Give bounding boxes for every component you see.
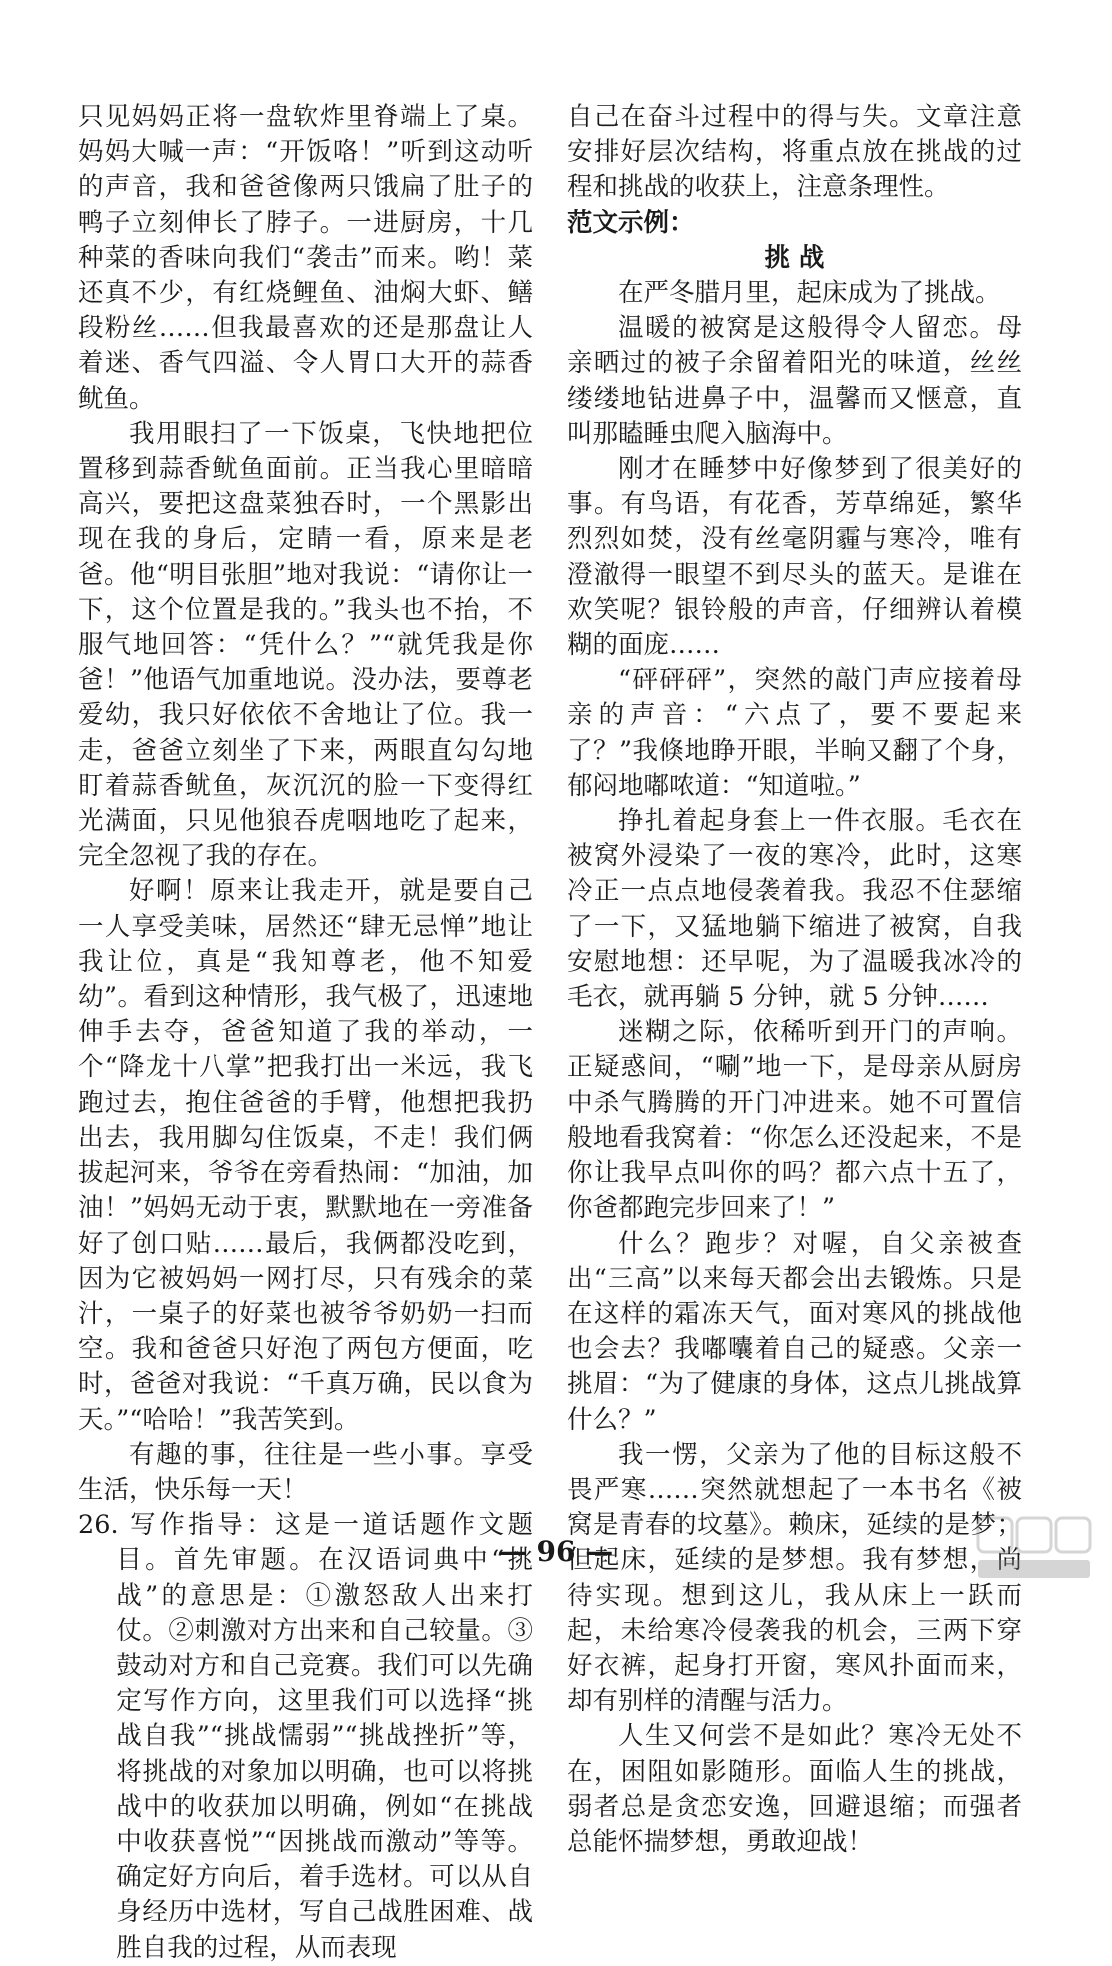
sample-paragraph-3: 刚才在睡梦中好像梦到了很美好的事。有鸟语，有花香，芳草绵延，繁华烈烈如焚，没有丝毫阴霾与寒冷，唯有澄澈得一眼望不到尽头的蓝天。是谁在欢笑呢？银铃般的声音，仔细辨认着模糊的面庞……	[567, 454, 1022, 661]
essay-paragraph-1: 只见妈妈正将一盘软炸里脊端上了桌。妈妈大喊一声：“开饭咯！”听到这动听的声音，我和爸爸像两只饿扁了肚子的鸭子立刻伸长了脖子。一进厨房，十几种菜的香味向我们“袭击”而来。哟！菜还真不少，有红烧鲤鱼、油焖大虾、鳝段粉丝……但我最喜欢的还是那盘让人着迷、香气四溢、令人胃口大开的蒜香鱿鱼。	[78, 102, 533, 414]
watermark-logo	[974, 1514, 1094, 1584]
sample-paragraph-4: “砰砰砰”，突然的敲门声应接着母亲的声音：“六点了，要不要起来了？”我倏地睁开眼，半晌又翻了个身，郁闷地嘟哝道：“知道啦。”	[567, 665, 1022, 801]
sample-essay-title: 挑 战	[764, 242, 825, 273]
right-column	[567, 100, 1022, 1860]
question-26-guidance: 26. 写作指导：这是一道话题作文题目。首先审题。在汉语词典中“挑战”的意思是：①激怒敌人出来打仗。②刺激对方出来和自己较量。③鼓动对方和自己竞赛。我们可以先确定写作方向，这里我们可以选择“挑战自我”“挑战懦弱”“挑战挫折”等，将挑战的对象加以明确，也可以将挑战中的收获加以明确，例如“在挑战中收获喜悦”“因挑战而激动”等等。确定好方向后，着手选材。可以从自身经历中选材，写自己战胜困难、战胜自我的过程，从而表现	[78, 1510, 533, 1963]
sample-paragraph-6: 迷糊之际，依稀听到开门的声响。正疑惑间，“唰”地一下，是母亲从厨房中杀气腾腾的开门冲进来。她不可置信般地看我窝着：“你怎么还没起来，不是你让我早点叫你的吗？都六点十五了，你爸都跑完步回来了！”	[567, 1017, 1022, 1224]
sample-paragraph-5: 挣扎着起身套上一件衣服。毛衣在被窝外浸染了一夜的寒冷，此时，这寒冷正一点点地侵袭着我。我忍不住瑟缩了一下，又猛地躺下缩进了被窝，自我安慰地想：还早呢，为了温暖我冰冷的毛衣，就再躺 5 分钟，就 5 分钟……	[567, 806, 1022, 1013]
sample-paragraph-9: 人生又何尝不是如此？寒冷无处不在，困阻如影随形。面临人生的挑战，弱者总是贪恋安逸，回避退缩；而强者总能怀揣梦想，勇敢迎战！	[567, 1721, 1022, 1857]
essay-paragraph-2: 我用眼扫了一下饭桌，飞快地把位置移到蒜香鱿鱼面前。正当我心里暗暗高兴，要把这盘菜独吞时，一个黑影出现在我的身后，定睛一看，原来是老爸。他“明目张胆”地对我说：“请你让一下，这个位置是我的。”我头也不抬，不服气地回答：“凭什么？”“就凭我是你爸！”他语气加重地说。没办法，要尊老爱幼，我只好依依不舍地让了位。我一走，爸爸立刻坐了下来，两眼直勾勾地盯着蒜香鱿鱼，灰沉沉的脸一下变得红光满面，只见他狼吞虎咽地吃了起来，完全忽视了我的存在。	[78, 418, 533, 872]
essay-paragraph-3: 好啊！原来让我走开，就是要自己一人享受美味，居然还“肆无忌惮”地让我让位，真是“我知尊老，他不知爱幼”。看到这种情形，我气极了，迅速地伸手去夺，爸爸知道了我的举动，一个“降龙十八掌”把我打出一米远，我飞跑过去，抱住爸爸的手臂，他想把我扔出去，我用脚勾住饭桌，不走！我们俩拔起河来，爷爷在旁看热闹：“加油，加油！”妈妈无动于衷，默默地在一旁准备好了创口贴……最后，我俩都没吃到，因为它被妈妈一网打尽，只有残余的菜汁，一桌子的好菜也被爷爷奶奶一扫而空。我和爸爸只好泡了两包方便面，吃时，爸爸对我说：“千真万确，民以食为天。”“哈哈！”我苦笑到。	[78, 876, 533, 1435]
sample-paragraph-2: 温暖的被窝是这般得令人留恋。母亲晒过的被子余留着阳光的味道，丝丝缕缕地钻进鼻子中，温馨而又惬意，直叫那瞌睡虫爬入脑海中。	[567, 313, 1022, 449]
sample-paragraph-1: 在严冬腊月里，起床成为了挑战。	[618, 278, 1001, 309]
left-column	[78, 100, 533, 1966]
guidance-continuation: 自己在奋斗过程中的得与失。文章注意安排好层次结构，将重点放在挑战的过程和挑战的收获上，注意条理性。	[567, 102, 1022, 203]
page-number: — 96 —	[498, 1535, 614, 1568]
sample-paragraph-8: 我一愣，父亲为了他的目标这般不畏严寒……突然就想起了一本书名《被窝是青春的坟墓》。赖床，延续的是梦；但起床，延续的是梦想。我有梦想，尚待实现。想到这儿，我从床上一跃而起，未给寒冷侵袭我的机会，三两下穿好衣裤，起身打开窗，寒风扑面而来，却有别样的清醒与活力。	[567, 1439, 1022, 1717]
sample-paragraph-7: 什么？跑步？对喔，自父亲被查出“三高”以来每天都会出去锻炼。只是在这样的霜冻天气，面对寒风的挑战他也会去？我嘟囔着自己的疑惑。父亲一挑眉：“为了健康的身体，这点儿挑战算什么？”	[567, 1228, 1022, 1435]
sample-essay-label: 范文示例：	[567, 207, 695, 238]
essay-paragraph-4: 有趣的事，往往是一些小事。享受生活，快乐每一天！	[78, 1439, 533, 1505]
